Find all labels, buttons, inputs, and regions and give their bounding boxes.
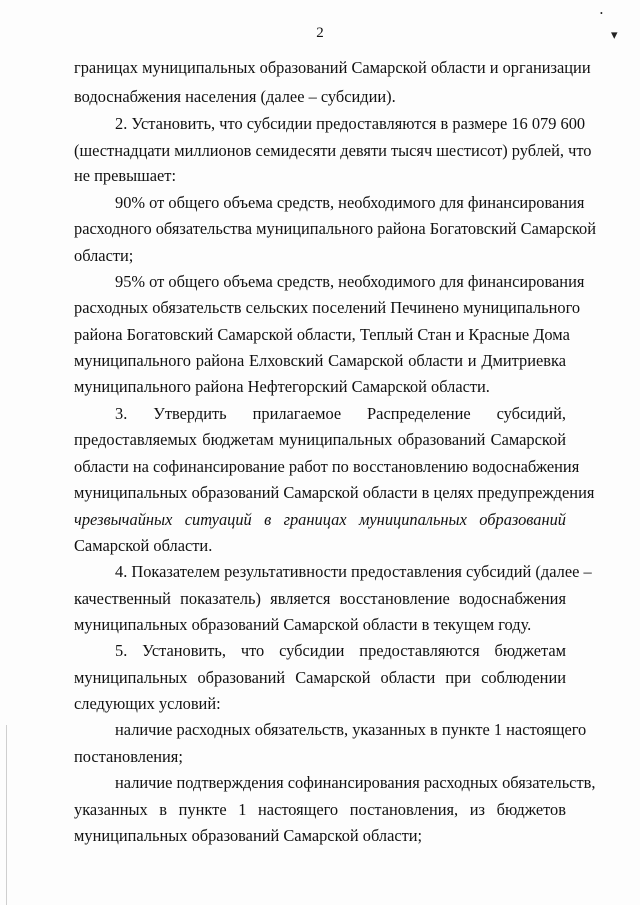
- text-line: качественный показатель) является восстановление водоснабжения: [74, 589, 566, 608]
- text-line: муниципального района Елховский Самарской области и Дмитриевка: [74, 351, 566, 370]
- text-line: не превышает:: [74, 166, 177, 185]
- text-line: постановления;: [74, 747, 183, 766]
- text-line: района Богатовский Самарской области, Теплый Стан и Красные Дома: [74, 325, 570, 344]
- text-line: 2. Установить, что субсидии предоставляются в размере 16 079 600: [115, 114, 586, 133]
- text-line: водоснабжения населения (далее – субсидии).: [74, 87, 396, 106]
- scan-dot-mark: •: [600, 9, 603, 18]
- text-line: 4. Показателем результативности предоставления субсидий (далее –: [115, 562, 592, 581]
- text-line: муниципальных образований Самарской области;: [74, 826, 423, 845]
- text-line: предоставляемых бюджетам муниципальных образований Самарской: [74, 430, 566, 449]
- text-line: муниципальных образований Самарской области при соблюдении: [74, 668, 566, 687]
- scan-arrow-mark: ▾: [611, 27, 618, 42]
- text-line: наличие подтверждения софинансирования расходных обязательств,: [115, 773, 596, 792]
- text-line: следующих условий:: [74, 694, 221, 713]
- text-line: муниципальных образований Самарской области в целях предупреждения: [74, 483, 595, 502]
- text-line: расходного обязательства муниципального района Богатовский Самарской: [74, 219, 596, 238]
- text-line: чрезвычайных ситуаций в границах муниципальных образований: [74, 510, 566, 529]
- text-line: области на софинансирование работ по восстановлению водоснабжения: [74, 457, 580, 476]
- text-line: 90% от общего объема средств, необходимого для финансирования: [115, 193, 585, 212]
- text-line: 3. Утвердить прилагаемое Распределение субсидий,: [115, 404, 566, 423]
- text-line: области;: [74, 246, 134, 265]
- text-line: Самарской области.: [74, 536, 213, 555]
- text-line: указанных в пункте 1 настоящего постановления, из бюджетов: [74, 800, 566, 819]
- text-line: (шестнадцати миллионов семидесяти девяти тысяч шестисот) рублей, что: [74, 141, 592, 160]
- page-number: 2: [316, 25, 324, 41]
- text-line: 95% от общего объема средств, необходимого для финансирования: [115, 272, 585, 291]
- text-line: наличие расходных обязательств, указанных в пункте 1 настоящего: [115, 720, 587, 739]
- text-line: 5. Установить, что субсидии предоставляются бюджетам: [115, 641, 566, 660]
- text-line: муниципальных образований Самарской области в текущем году.: [74, 615, 532, 634]
- scan-edge-line: [6, 725, 7, 905]
- text-line: границах муниципальных образований Самарской области и организации: [74, 58, 591, 77]
- text-line: расходных обязательств сельских поселений Печинено муниципального: [74, 298, 581, 317]
- text-line: муниципального района Нефтегорский Самарской области.: [74, 377, 490, 396]
